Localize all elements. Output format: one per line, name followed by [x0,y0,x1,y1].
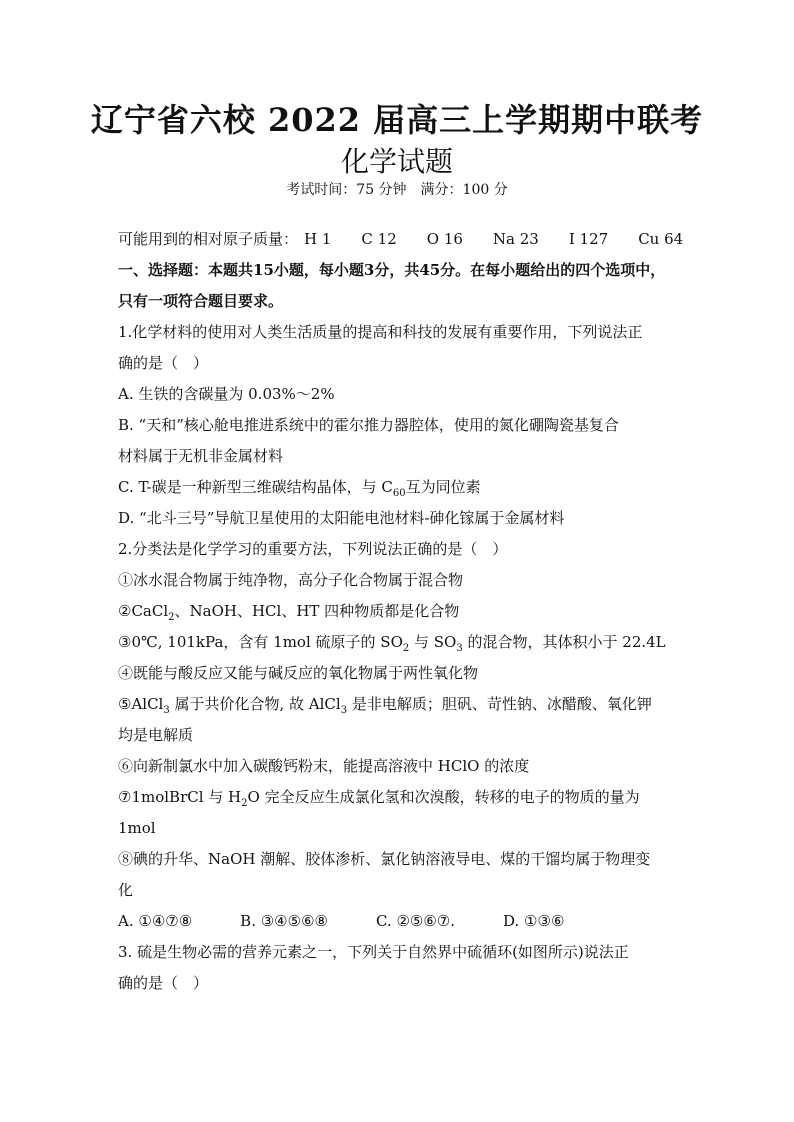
q3-stem-cont: 确的是（ ） [118,974,209,992]
q1-option-b-cont: 材料属于无机非金属材料 [118,447,284,465]
q1-stem: 1.化学材料的使用对人类生活质量的提高和科技的发展有重要作用，下列说法正 [118,323,643,341]
atomic-mass-item: I 127 [568,230,609,248]
q2-statement-5: ⑤AlCl$_3$ 属于共价化合物, 故 AlCl$_3$ 是非电解质；胆矾、苛性钠、冰醋酸、氧化钾 [118,695,652,716]
atomic-mass-item: H 1 [304,230,332,248]
atomic-mass-item: Cu 64 [638,230,684,248]
q2-choice-d: D. ①③⑥ [503,912,565,930]
atomic-mass-item: Na 23 [492,230,539,248]
q1-option-a: A. 生铁的含碳量为 0.03%～2% [118,385,335,403]
q2-statement-4: ④既能与酸反应又能与碱反应的氧化物属于两性氧化物 [118,664,479,682]
section-heading: 一、选择题：本题共15小题，每小题3分，共45分。在每小题给出的四个选项中， [118,261,666,279]
q2-statement-1: ①冰水混合物属于纯净物，高分子化合物属于混合物 [118,571,464,589]
q1-option-c: C. T-碳是一种新型三维碳结构晶体，与 $C_{60}$互为同位素 [118,478,481,499]
q1-stem-cont: 确的是（ ） [118,354,209,372]
atomic-mass-item: O 16 [426,230,463,248]
q3-stem: 3. 硫是生物必需的营养元素之一，下列关于自然界中硫循环(如图所示)说法正 [118,943,629,961]
q2-statement-3: ③0℃, 101kPa，含有 1mol 硫原子的 $SO_2$ 与 $SO_3$ 的混合物，其体积小于 22.4L [118,633,666,654]
exam-meta: 考试时间：75 分钟 满分：100 分 [286,182,508,198]
q2-statement-8: ⑧碘的升华、NaOH 潮解、胶体渗析、氯化钠溶液导电、煤的干馏均属于物理变 [118,850,651,868]
q2-statement-2: ②CaCl$_2$、NaOH、HCl、HT 四种物质都是化合物 [118,602,460,623]
atomic-masses-label: 可能用到的相对原子质量： [118,230,299,248]
q2-statement-7-cont: 1mol [118,819,156,837]
q2-choice-c: C. ②⑤⑥⑦. [375,912,456,930]
q2-statement-5-cont: 均是电解质 [118,726,194,744]
q2-choices [118,906,688,937]
q2-choice-b: B. ③④⑤⑥⑧ [240,912,328,930]
section-heading-cont: 只有一项符合题目要求。 [118,292,284,310]
q2-statement-7: ⑦1molBrCl 与 $H_2O$ 完全反应生成氯化氢和次溴酸，转移的电子的物质的量为 [118,788,640,809]
exam-title: 辽宁省六校 2022 届高三上学期期中联考 [90,101,704,139]
exam-content [118,224,688,999]
q1-option-d: D. “北斗三号”导航卫星使用的太阳能电池材料-砷化镓属于金属材料 [118,509,565,527]
q2-stem: 2.分类法是化学学习的重要方法，下列说法正确的是（ ） [118,540,508,558]
q2-statement-8-cont: 化 [118,881,134,899]
q2-choice-a: A. ①④⑦⑧ [118,912,193,930]
atomic-masses [118,224,688,255]
q1-option-b: B. “天和”核心舱电推进系统中的霍尔推力器腔体，使用的氮化硼陶瓷基复合 [118,416,619,434]
atomic-mass-item: C 12 [361,230,397,248]
q2-statement-6: ⑥向新制氯水中加入碳酸钙粉末，能提高溶液中 HClO 的浓度 [118,757,530,775]
exam-subtitle: 化学试题 [340,145,453,178]
